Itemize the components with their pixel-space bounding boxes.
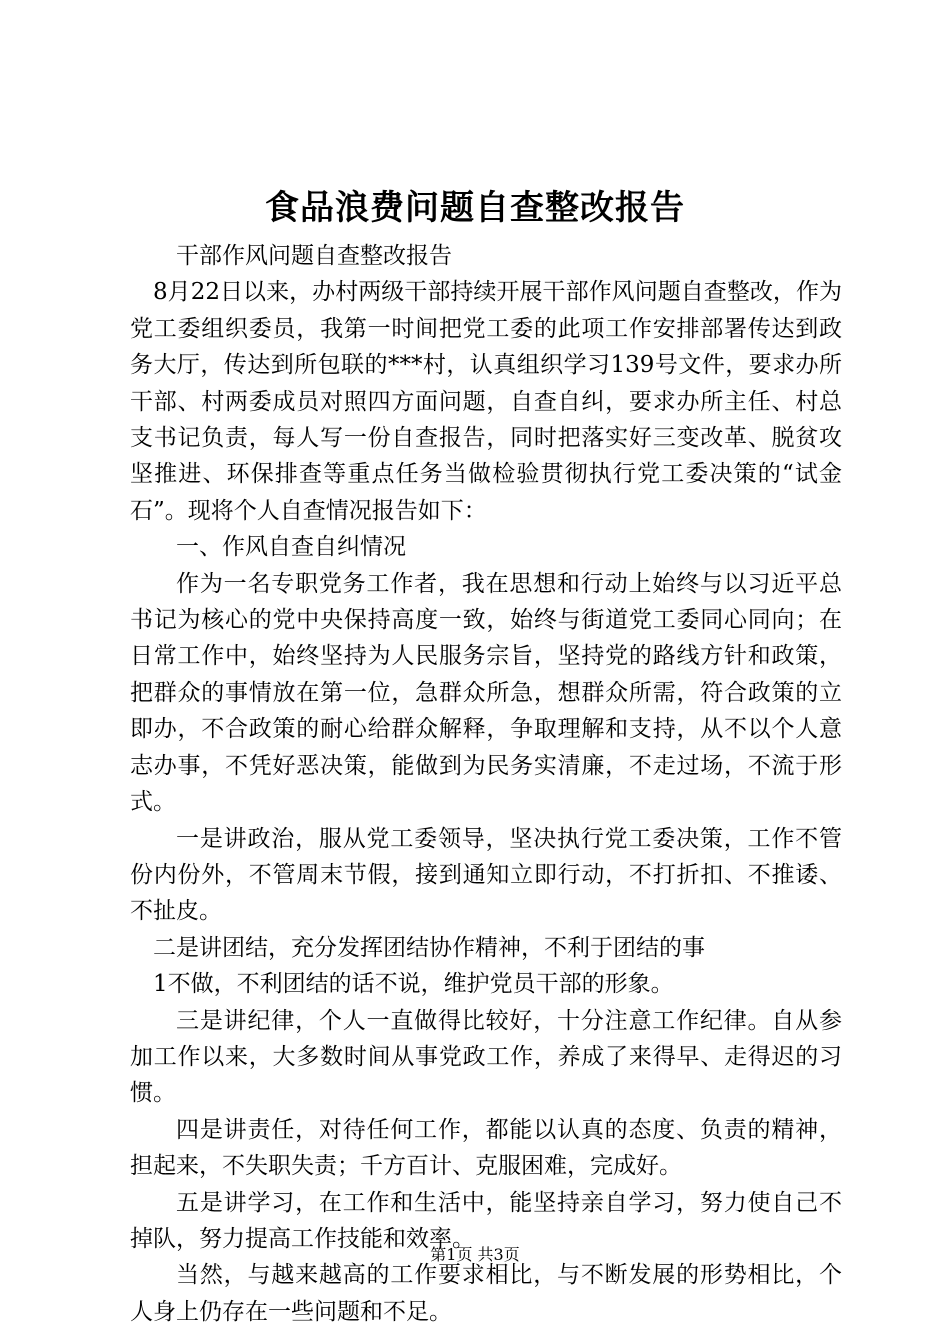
- paragraph-responsibility: 四是讲责任，对待任何工作，都能以认真的态度、负责的精神，担起来，不失职失责；千方百计、克服困难，完成好。: [130, 1116, 842, 1180]
- paragraph-politics: 一是讲政治，服从党工委领导，坚决执行党工委决策，工作不管份内份外，不管周末节假，接到通知立即行动，不打折扣、不推诿、不扯皮。: [130, 825, 842, 925]
- paragraph-subtitle: 干部作风问题自查整改报告: [176, 243, 452, 269]
- paragraph-shortcomings: 当然，与越来越高的工作要求相比，与不断发展的形势相比，个人身上仍存在一些问题和不足。: [130, 1262, 842, 1325]
- paragraph-intro: 8月22日以来，办村两级干部持续开展干部作风问题自查整改，作为党工委组织委员，我第一时间把党工委的此项工作安排部署传达到政务大厅，传达到所包联的***村，认真组织学习139号文件，要求办所干部、村两委成员对照四方面问题，自查自纠，要求办所主任、村总支书记负责，每人写一份自查报告，同时把落实好三变改革、脱贫攻坚推进、环保排查等重点任务当做检验贯彻执行党工委决策的“试金石”。现将个人自查情况报告如下：: [130, 279, 842, 524]
- paragraph-unity: 二是讲团结，充分发挥团结协作精神，不利于团结的事: [153, 934, 705, 961]
- paragraph-unity-continued: 1不做，不利团结的话不说，维护党员干部的形象。: [153, 971, 674, 998]
- paragraph-self-check: 作为一名专职党务工作者，我在思想和行动上始终与以习近平总书记为核心的党中央保持高度一致，始终与街道党工委同心同向；在日常工作中，始终坚持为人民服务宗旨，坚持党的路线方针和政策，把群众的事情放在第一位，急群众所急，想群众所需，符合政策的立即办，不合政策的耐心给群众解释，争取理解和支持，从不以个人意志办事，不凭好恶决策，能做到为民务实清廉，不走过场，不流于形式。: [130, 570, 842, 816]
- paragraph-discipline: 三是讲纪律，个人一直做得比较好，十分注意工作纪律。自从参加工作以来，大多数时间从事党政工作，养成了来得早、走得迟的习惯。: [130, 1007, 842, 1107]
- page-number-footer: 第1页 共3页: [430, 1245, 520, 1264]
- paragraph-study: 五是讲学习，在工作和生活中，能坚持亲自学习，努力使自己不掉队，努力提高工作技能和效率。: [130, 1189, 842, 1252]
- document-title: 食品浪费问题自查整改报告: [265, 188, 685, 228]
- section-heading: 一、作风自查自纠情况: [176, 534, 406, 561]
- document-body: [130, 238, 842, 1330]
